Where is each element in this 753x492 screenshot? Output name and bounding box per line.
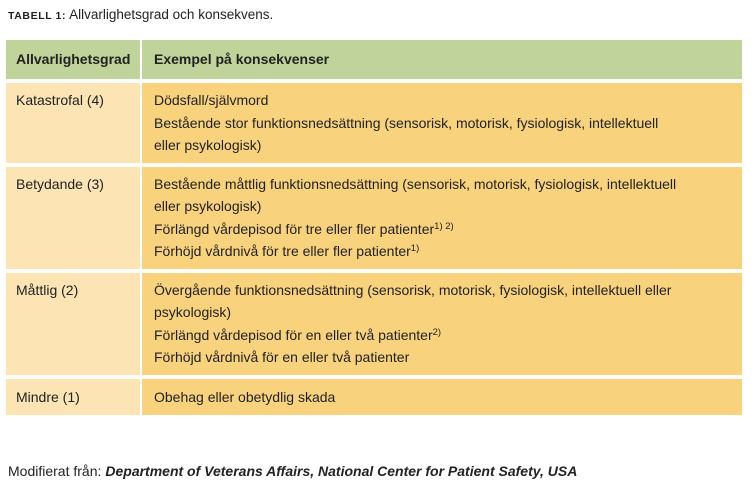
footnote-ref: 2) xyxy=(432,326,442,338)
source-prefix: Modifierat från: xyxy=(8,463,102,479)
example-line: Förhöjd vårdnivå för tre eller fler patienter$^{1)}$ xyxy=(154,243,420,259)
severity-cell: Mindre (1) xyxy=(6,379,142,416)
example-line: Förlängd vårdepisod för tre eller fler patienter$^{1) 2)}$ xyxy=(154,220,454,237)
examples-cell xyxy=(142,273,742,375)
example-line: Obehag eller obetydlig skada xyxy=(154,388,336,405)
example-line: Bestående måttlig funktionsnedsättning (sensorisk, motorisk, fysiologisk, intellektuell xyxy=(154,175,677,192)
table-row xyxy=(6,83,742,163)
severity-table xyxy=(6,36,742,419)
header-severity: Allvarlighetsgrad xyxy=(6,40,142,79)
examples-cell xyxy=(142,379,742,416)
table-row xyxy=(6,273,742,375)
examples-cell xyxy=(142,167,742,269)
severity-cell: Betydande (3) xyxy=(6,167,142,269)
caption-label: TABELL 1: xyxy=(8,10,67,22)
table-caption xyxy=(8,6,273,25)
source-note xyxy=(8,461,577,481)
table-row xyxy=(6,379,742,416)
example-line: Övergående funktionsnedsättning (sensorisk, motorisk, fysiologisk, intellektuell eller xyxy=(154,281,672,298)
severity-cell: Katastrofal (4) xyxy=(6,83,142,163)
example-line: Förlängd vårdepisod för en eller två patienter$^{2)}$ xyxy=(154,326,442,343)
source-citation: Department of Veterans Affairs, National Center for Patient Safety, USA xyxy=(105,463,578,479)
example-line: eller psykologisk) xyxy=(154,198,262,214)
caption-text: Allvarlighetsgrad och konsekvens. xyxy=(69,7,274,22)
header-row xyxy=(6,40,742,79)
example-line: eller psykologisk) xyxy=(154,137,262,153)
examples-cell xyxy=(142,83,742,163)
example-line: Bestående stor funktionsnedsättning (sensorisk, motorisk, fysiologisk, intellektuell xyxy=(154,114,659,131)
example-line: Dödsfall/självmord xyxy=(154,92,269,108)
footnote-ref: 1) 2) xyxy=(434,220,454,232)
example-line: Förhöjd vårdnivå för en eller två patienter xyxy=(154,349,410,365)
header-examples: Exempel på konsekvenser xyxy=(142,40,742,79)
severity-cell: Måttlig (2) xyxy=(6,273,142,375)
footnote-ref: 1) xyxy=(410,243,420,254)
table-row xyxy=(6,167,742,269)
example-line: psykologisk) xyxy=(154,304,232,320)
